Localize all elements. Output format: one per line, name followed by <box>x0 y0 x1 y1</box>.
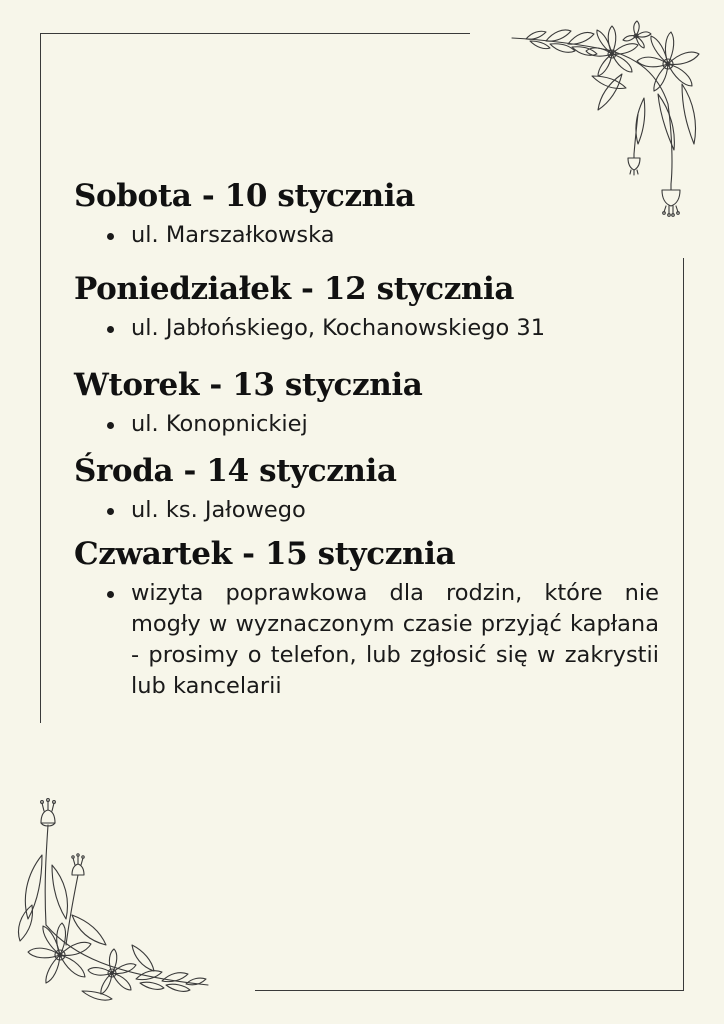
day-block-tuesday <box>74 361 664 440</box>
day-block-wednesday <box>74 447 664 526</box>
day-list <box>74 220 664 251</box>
day-block-monday <box>74 265 664 344</box>
day-heading: Wtorek - 13 stycznia <box>74 367 423 403</box>
day-heading: Środa - 14 stycznia <box>74 453 397 489</box>
frame-line-left <box>40 33 41 723</box>
list-item: ul. Jabłońskiego, Kochanowskiego 31 <box>131 313 664 344</box>
list-item: ul. ks. Jałowego <box>131 495 664 526</box>
frame-line-right <box>683 258 684 991</box>
day-list <box>74 409 664 440</box>
list-item: wizyta poprawkowa dla rodzin, które nie mogły w wyznaczonym czasie przyjąć kapłana - prosimy o telefon, lub zgłosić się w zakrystii lub kancelarii <box>131 578 659 702</box>
day-list <box>74 578 664 702</box>
floral-corner-bottom-left-icon <box>12 795 222 1010</box>
day-block-thursday <box>74 530 664 702</box>
list-item: ul. Konopnickiej <box>131 409 664 440</box>
list-item: ul. Marszałkowska <box>131 220 664 251</box>
schedule <box>74 172 664 716</box>
day-list <box>74 313 664 344</box>
day-list <box>74 495 664 526</box>
day-heading: Sobota - 10 stycznia <box>74 178 415 214</box>
day-heading: Poniedziałek - 12 stycznia <box>74 271 515 307</box>
day-heading: Czwartek - 15 stycznia <box>74 536 456 572</box>
frame-line-bottom <box>255 990 684 991</box>
frame-line-top <box>40 33 470 34</box>
day-block-saturday <box>74 172 664 251</box>
